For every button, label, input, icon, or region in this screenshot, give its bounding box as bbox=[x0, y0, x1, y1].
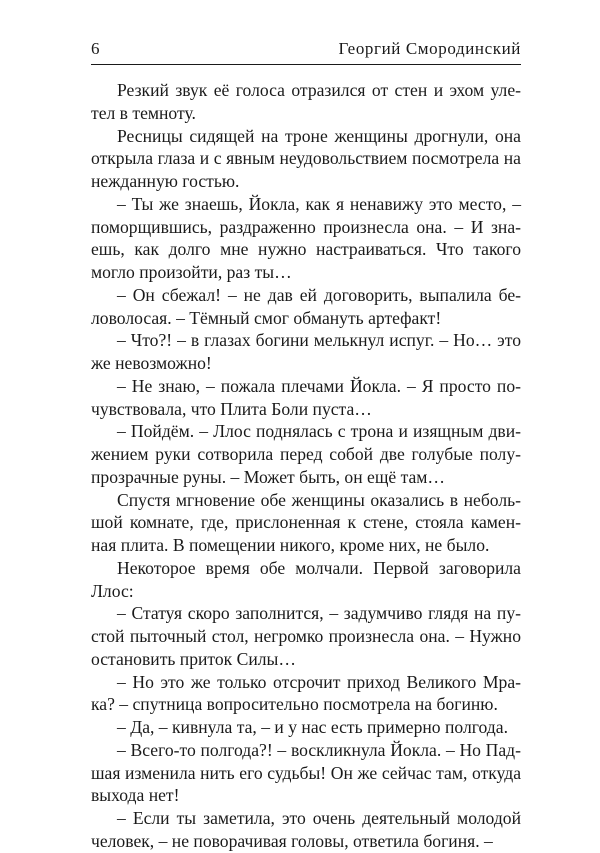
paragraph: – Пойдём. – Ллос поднялась с трона и изящным движением руки сотворила перед собой две голубые полупрозрачные руны. – Может быть, он ещё там… bbox=[91, 421, 521, 487]
paragraph: – Статуя скоро заполнится, – задумчиво глядя на пустой пыточный стол, негромко произнесла она. – Нужно остановить приток Силы… bbox=[91, 603, 521, 669]
header-rule bbox=[91, 64, 521, 65]
paragraph: Резкий звук её голоса отразился от стен и эхом улетел в темноту. bbox=[91, 80, 521, 123]
paragraph: Ресницы сидящей на троне женщины дрогнули, она открыла глаза и с явным неудовольствием посмотрела на нежданную гостью. bbox=[91, 125, 521, 191]
paragraph: – Что?! – в глазах богини мелькнул испуг. – Но… это же невозможно! bbox=[91, 330, 521, 373]
paragraph: Спустя мгновение обе женщины оказались в небольшой комнате, где, прислоненная к стене, стояла каменная плита. В помещении никого, кроме них, не было. bbox=[91, 489, 521, 555]
body-text bbox=[91, 79, 521, 853]
paragraph: – Да, – кивнула та, – и у нас есть примерно полгода. bbox=[117, 717, 508, 737]
paragraph: – Но это же только отсрочит приход Великого Мрака? – спутница вопросительно посмотрела на богиню. bbox=[91, 671, 521, 715]
page-number: 6 bbox=[91, 39, 100, 58]
paragraph: Некоторое время обе молчали. Первой заговорила Ллос: bbox=[91, 557, 521, 601]
running-head bbox=[91, 38, 521, 62]
paragraph: – Ты же знаешь, Йокла, как я ненавижу это место, – поморщившись, раздраженно произнесла она. – И знаешь, как долго мне нужно настраиваться. Что такого могло произойти, раз ты… bbox=[91, 193, 521, 282]
paragraph: – Всего-то полгода?! – воскликнула Йокла. – Но Падшая изменила нить его судьбы! Он же сейчас там, откуда выхода нет! bbox=[91, 739, 521, 806]
paragraph: – Если ты заметила, это очень деятельный молодой человек, – не поворачивая головы, ответила богиня. – bbox=[91, 808, 521, 851]
paragraph: – Он сбежал! – не дав ей договорить, выпалила беловолосая. – Тёмный смог обмануть артефакт! bbox=[91, 284, 521, 328]
running-head-author: Георгий Смородинский bbox=[338, 39, 521, 58]
paragraph: – Не знаю, – пожала плечами Йокла. – Я просто почувствовала, что Плита Боли пуста… bbox=[91, 375, 521, 419]
